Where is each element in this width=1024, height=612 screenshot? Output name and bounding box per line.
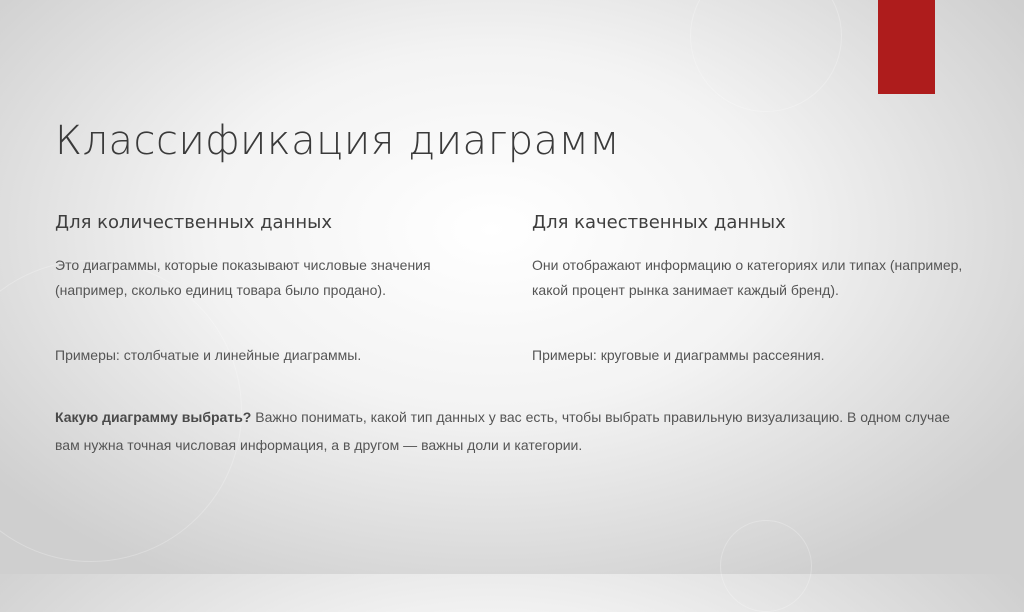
accent-bar [878,0,935,94]
qualitative-examples: Примеры: круговые и диаграммы рассеяния. [532,347,825,363]
qualitative-description: Они отображают информацию о категориях или типах (например, какой процент рынка занимает каждый бренд). [532,257,963,298]
quantitative-examples: Примеры: столбчатые и линейные диаграммы. [55,347,362,363]
summary-lead: Какую диаграмму выбрать? [55,409,252,425]
decorative-circle [720,520,812,612]
qualitative-heading: Для качественных данных [532,212,786,233]
qualitative-column [532,212,972,368]
quantitative-description: Это диаграммы, которые показывают числовые значения (например, сколько единиц товара было продано). [55,257,431,298]
summary-paragraph [55,403,955,459]
slide-title: Классификация диаграмм [55,118,620,164]
quantitative-heading: Для количественных данных [55,212,332,233]
quantitative-column [55,212,495,368]
summary-text: Важно понимать, какой тип данных у вас есть, чтобы выбрать правильную визуализацию. В одном случае вам нужна точная числовая информация, а в другом — важны доли и категории. [55,409,950,453]
decorative-circle [690,0,842,112]
